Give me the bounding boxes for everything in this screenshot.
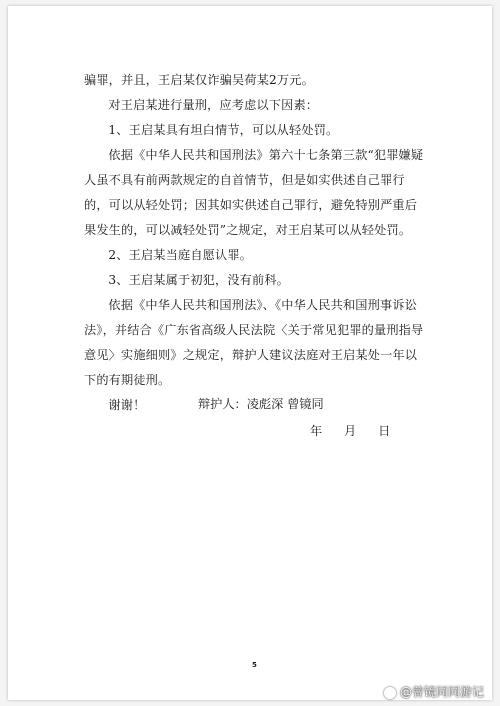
circle-logo-icon xyxy=(384,687,396,699)
paragraph-8: 谢谢！ xyxy=(108,398,146,412)
watermark-text: @曾镜同同游记 xyxy=(399,685,484,699)
date-line: 年 月 日 xyxy=(310,424,391,438)
document-body xyxy=(84,68,429,418)
paragraph-6: 3、王启某属于初犯，没有前科。 xyxy=(108,273,290,287)
signature-line: 辩护人：凌彪深 曾镜同 xyxy=(198,397,324,411)
document-page xyxy=(8,6,492,700)
paragraph-4: 依据《中华人民共和国刑法》第六十七条第三款“犯罪嫌疑人虽不具有前两款规定的自首情节，但是如实供述自己罪行的，可以从轻处罚；因其如实供述自己罪行，避免特别严重后果发生的，可以减轻处罚”之规定，对王启某可以从轻处罚。 xyxy=(84,148,424,237)
page-number: 5 xyxy=(252,661,257,669)
paragraph-1: 骗罪，并且，王启某仅诈骗吴荷某2万元。 xyxy=(84,73,314,87)
paragraph-3: 1、王启某具有坦白情节，可以从轻处罚。 xyxy=(108,123,339,137)
paragraph-7: 依据《中华人民共和国刑法》、《中华人民共和国刑事诉讼法》，并结合《广东省高级人民法院〈关于常见犯罪的量刑指导意见〉实施细则》之规定，辩护人建议法庭对王启某处一年以下的有期徒刑。 xyxy=(84,298,424,387)
paragraph-5: 2、王启某当庭自愿认罪。 xyxy=(108,248,253,262)
watermark xyxy=(384,683,484,700)
paragraph-2: 对王启某进行量刑，应考虑以下因素： xyxy=(108,98,319,112)
